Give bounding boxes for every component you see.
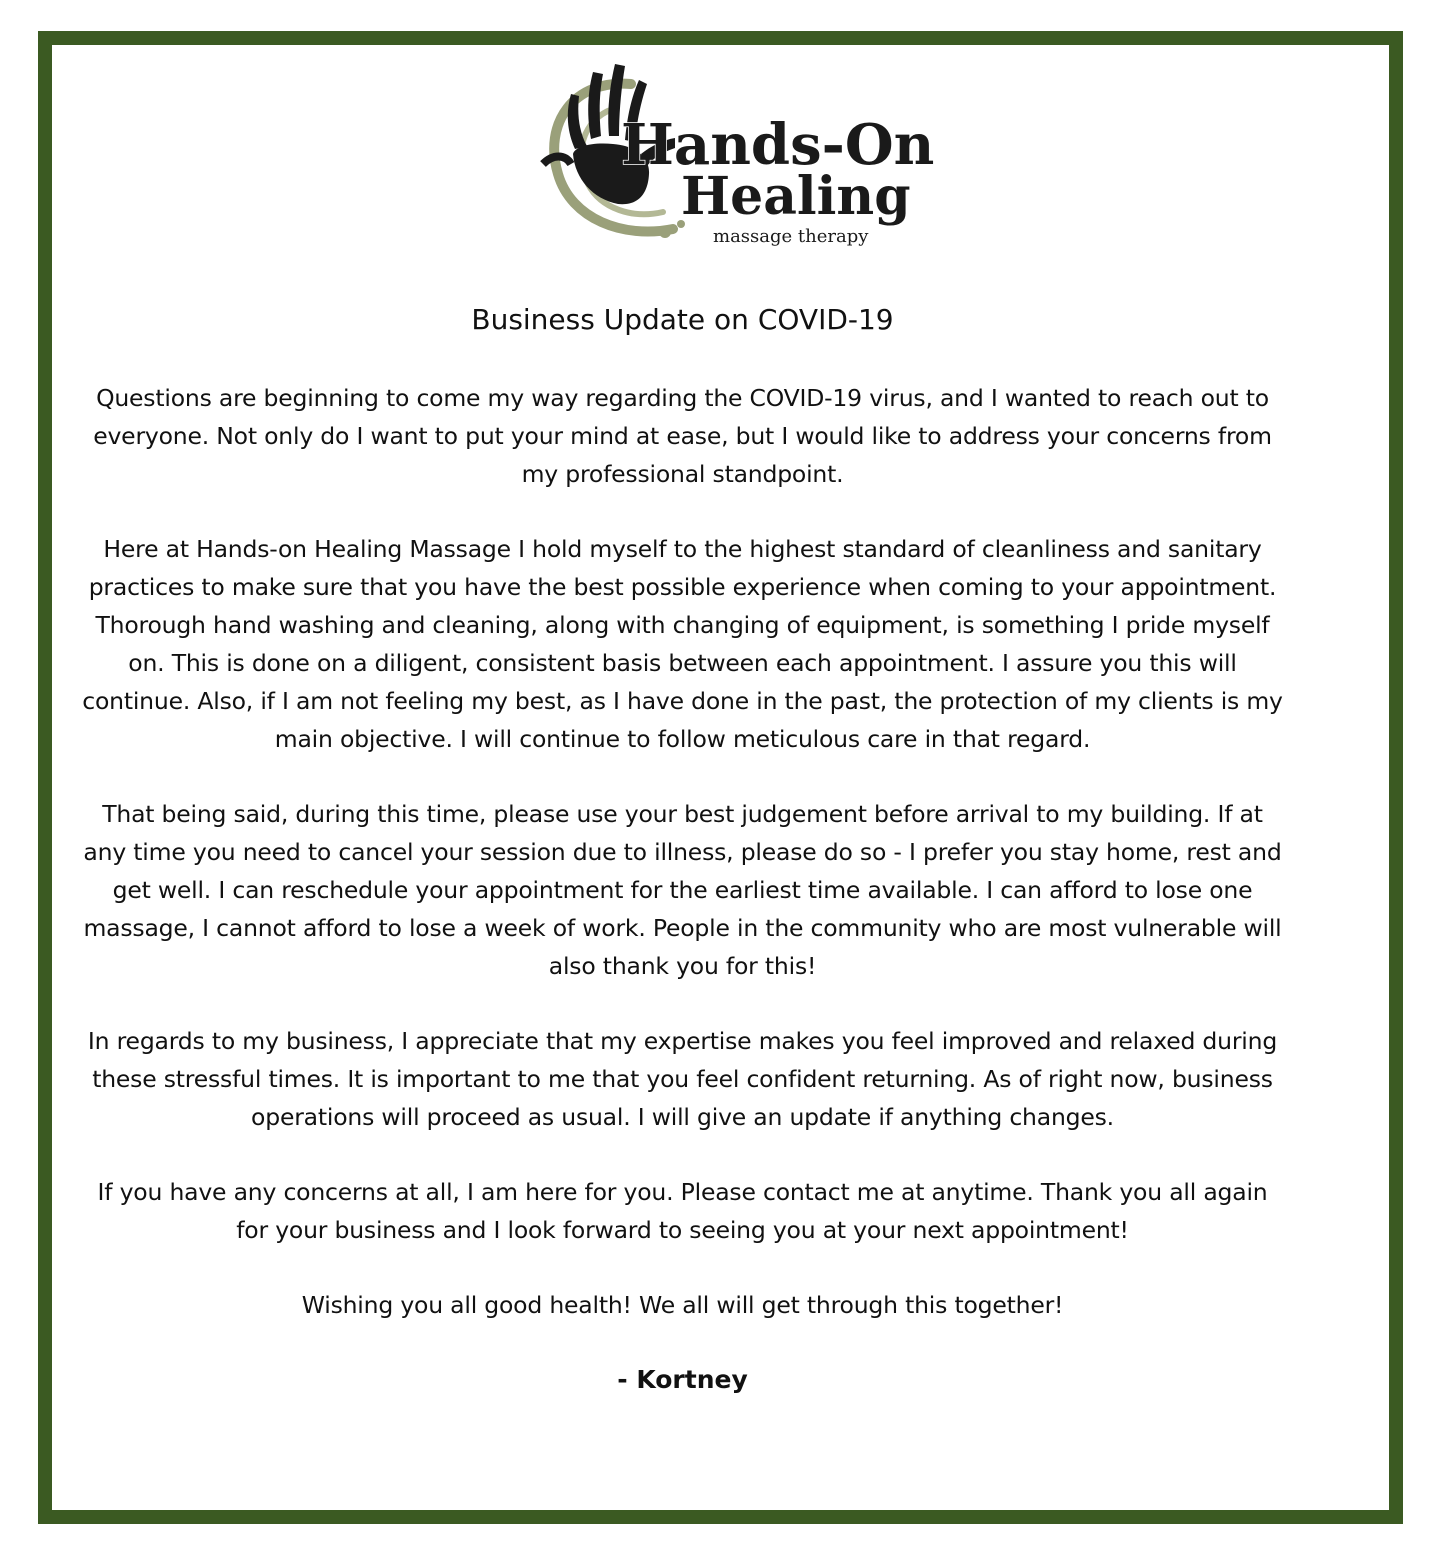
paragraph-closing: Wishing you all good health! We all will get through this together! — [301, 1291, 1064, 1319]
logo-line1: Hands-On — [621, 112, 935, 178]
paragraph-cancellation: That being said, during this time, please use your best judgement before arrival to my building. If at any time you need to cancel your session due to illness, please do so - I prefer you stay home, rest and get well. I can reschedule your appointment for the earliest time available. I can afford to lose one massage, I cannot afford to lose a week of work. People in the community who are most vulnerable will also thank you for this! — [83, 800, 1282, 980]
page-title: Business Update on COVID-19 — [471, 303, 894, 336]
signature: - Kortney — [617, 1365, 748, 1394]
logo-line3: massage therapy — [713, 226, 869, 247]
paragraph-contact: If you have any concerns at all, I am here for you. Please contact me at anytime. Thank you all again for your business and I look forward to seeing you at your next appointment! — [97, 1178, 1268, 1244]
hands-on-healing-logo — [513, 54, 935, 254]
paragraph-intro: Questions are beginning to come my way regarding the COVID-19 virus, and I wanted to reach out to everyone. Not only do I want to put your mind at ease, but I would like to address your concerns from my professional standpoint. — [93, 384, 1272, 488]
paragraph-cleanliness: Here at Hands-on Healing Massage I hold myself to the highest standard of cleanliness and sanitary practices to make sure that you have the best possible experience when coming to your appointment. Thorough hand washing and cleaning, along with changing of equipment, is something I pride myself on. This is done on a diligent, consistent basis between each appointment. I assure you this will continue. Also, if I am not feeling my best, as I have done in the past, the protection of my clients is my main objective. I will continue to follow meticulous care in that regard. — [82, 535, 1283, 753]
paragraph-business: In regards to my business, I appreciate that my expertise makes you feel improved and relaxed during these stressful times. It is important to me that you feel confident returning. As of right now, business operations will proceed as usual. I will give an update if anything changes. — [87, 1027, 1278, 1131]
logo-line2: Healing — [681, 166, 911, 227]
letter-body — [80, 300, 1285, 1399]
